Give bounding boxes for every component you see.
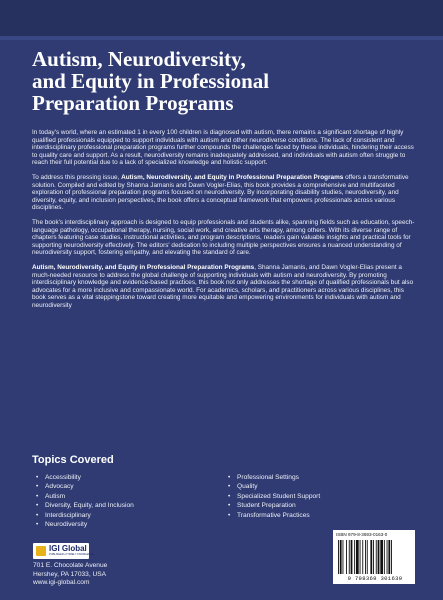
publisher-address: [33, 562, 107, 588]
paragraph-4-book-title: Autism, Neurodiversity, and Equity in Professional Preparation Programs: [32, 263, 255, 271]
book-title: [32, 48, 422, 114]
topic-item: • Quality: [228, 482, 320, 491]
barcode-icon: [337, 540, 411, 574]
top-accent-stripe: [0, 36, 443, 40]
barcode-panel: [333, 530, 415, 584]
topic-item: • Accessibility: [36, 473, 134, 482]
topic-item: • Autism: [36, 492, 134, 501]
topics-heading: Topics Covered: [32, 454, 114, 466]
title-line-2: and Equity in Professional: [32, 69, 270, 93]
publisher-logo: [33, 543, 94, 559]
publisher-website: www.igi-global.com: [33, 579, 90, 586]
paragraph-2-body: offers a transformative solution. Compiled and edited by Shanna Jamanis and Dawn Vogler-Elias, this book provides a comprehensive and multifaceted exploration of professional preparation programs focused on neurodiversity. By incorporating disability studies, neurodiversity, and diversity, equity, and inclusion perspectives, the book offers a conceptual framework that empowers professionals across various disciplines.: [32, 173, 409, 212]
paragraph-1: In today's world, where an estimated 1 in every 100 children is diagnosed with autism, there remains a significant shortage of highly qualified professionals equipped to support individuals with autism and other neurodiverse conditions. The lack of consistent and interdisciplinary professional preparation programs further compounds the challenges faced by these individuals, hindering their access to quality care and support. As a result, neurodiversity remains inadequately addressed, and individuals with autism often struggle to reach their full potential due to a lack of specialized knowledge and holistic support.: [32, 129, 414, 167]
paragraph-2-book-title: Autism, Neurodiversity, and Equity in Professional Preparation Programs: [121, 173, 344, 181]
paragraph-4: [32, 264, 416, 310]
title-line-1: Autism, Neurodiversity,: [32, 47, 246, 71]
paragraph-2: [32, 174, 416, 212]
topics-list-right: [228, 473, 320, 520]
paragraph-2-lead: To address this pressing issue,: [32, 173, 122, 181]
address-street: 701 E. Chocolate Avenue: [33, 562, 108, 569]
topic-item: • Interdisciplinary: [36, 511, 134, 520]
top-color-band: [0, 0, 443, 36]
logo-tagline: PUBLISHER of TIMELY KNOWLEDGE: [49, 553, 94, 556]
barcode-digits: 9 798369 301630: [347, 575, 403, 582]
topics-list-left: [36, 473, 134, 529]
isbn-label: ISBN 979-8-3693-0163-0: [336, 532, 388, 537]
address-city: Hershey, PA 17033, USA: [33, 570, 107, 578]
description: [32, 129, 416, 316]
logo-wordmark: IGI Global: [49, 544, 87, 553]
topic-item: • Neurodiversity: [36, 520, 134, 529]
topic-item: • Transformative Practices: [228, 511, 320, 520]
topic-item: • Advocacy: [36, 482, 134, 491]
title-line-3: Preparation Programs: [32, 91, 234, 115]
paragraph-4-body: , Shanna Jamanis, and Dawn Vogler-Elias present a much-needed resource to address the global challenge of supporting individuals with autism and neurodiversity. By promoting interdisciplinary knowledge and evidence-based practices, this book not only addresses the shortage of qualified professionals but also advocates for a more inclusive and compassionate world. For academics, scholars, and practitioners across various disciplines, this book serves as a vital steppingstone toward creating more equitable and empowering environments for individuals with autism and neurodiversity: [32, 263, 414, 309]
topic-item: • Specialized Student Support: [228, 492, 320, 501]
topic-item: • Diversity, Equity, and Inclusion: [36, 501, 134, 510]
topic-item: • Student Preparation: [228, 501, 320, 510]
logo-mark-icon: [36, 546, 46, 556]
topic-item: • Professional Settings: [228, 473, 320, 482]
paragraph-3: The book's interdisciplinary approach is designed to equip professionals and students alike, spanning fields such as education, speech-language pathology, occupational therapy, nursing, social work, and creative arts therapy, among others. With its diverse range of chapters featuring case studies, instructional activities, and program descriptions, readers gain valuable insights and practical tools for supporting neurodiversity effectively. The editors' dedication to including multiple perspectives ensures a nuanced understanding of neurodiversity support, fostering empathy, and elevating the standard of care.: [32, 218, 415, 257]
